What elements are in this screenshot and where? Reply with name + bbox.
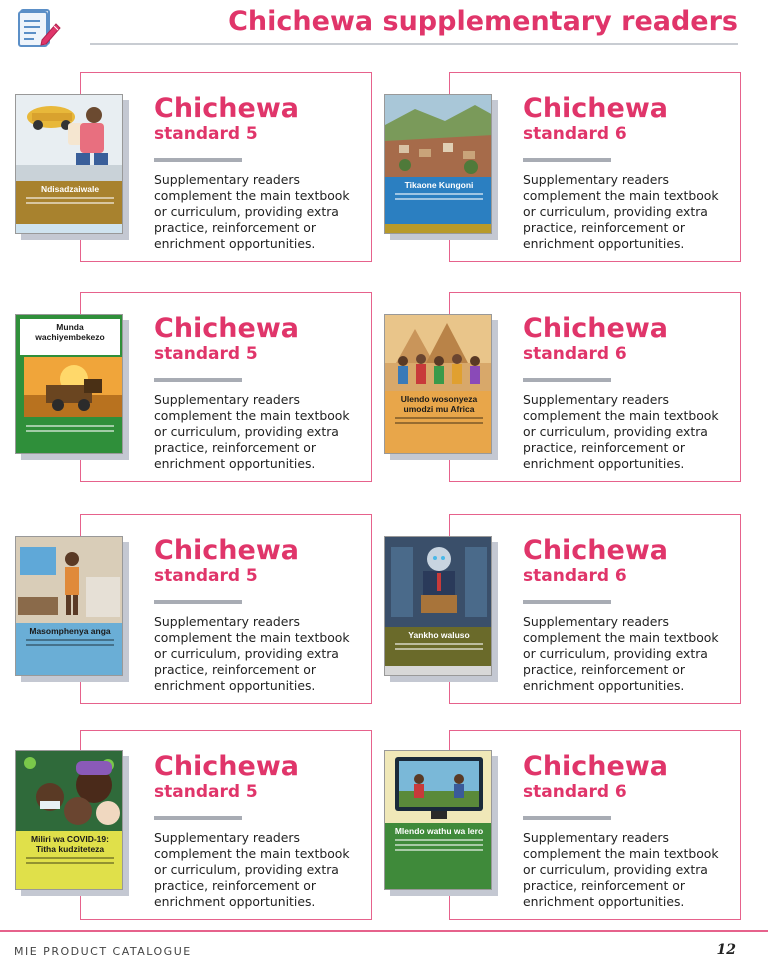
cover-illustration (385, 751, 492, 823)
subject-title: Chichewa (523, 535, 668, 566)
footer-divider (0, 930, 768, 932)
cover-illustration (385, 95, 492, 177)
grade-title: standard 5 (154, 344, 258, 364)
card-text (154, 752, 354, 910)
subject-title: Chichewa (523, 313, 668, 344)
book-cover: Yankho waluso (384, 536, 492, 676)
grade-title: standard 5 (154, 124, 258, 144)
title-divider (154, 378, 242, 382)
card-text (523, 314, 723, 472)
card-description: Supplementary readers complement the main textbook or curriculum, providing extra practice, reinforcement or enrichment opportunities. (154, 614, 350, 693)
book-cover: Mlendo wathu wa lero (384, 750, 492, 890)
book-cover: Ndisadzaiwale (15, 94, 123, 234)
cover-illustration (20, 357, 123, 417)
grade-title: standard 5 (154, 566, 258, 586)
subject-title: Chichewa (154, 751, 299, 782)
subject-title: Chichewa (154, 93, 299, 124)
grade-title: standard 6 (523, 124, 627, 144)
title-divider (523, 378, 611, 382)
subject-title: Chichewa (523, 93, 668, 124)
grade-title: standard 5 (154, 782, 258, 802)
book-cover: Ulendo wosonyeza umodzi mu Africa (384, 314, 492, 454)
card-text (154, 94, 354, 252)
catalogue-label: MIE PRODUCT CATALOGUE (14, 945, 192, 958)
card-description: Supplementary readers complement the main textbook or curriculum, providing extra practice, reinforcement or enrichment opportunities. (154, 392, 350, 471)
cover-illustration (16, 751, 123, 831)
title-divider (523, 600, 611, 604)
book-cover: Tikaone Kungoni (384, 94, 492, 234)
title-divider (523, 816, 611, 820)
card-description: Supplementary readers complement the main textbook or curriculum, providing extra practice, reinforcement or enrichment opportunities. (523, 830, 719, 909)
card-description: Supplementary readers complement the main textbook or curriculum, providing extra practice, reinforcement or enrichment opportunities. (154, 172, 350, 251)
grade-title: standard 6 (523, 344, 627, 364)
subject-title: Chichewa (523, 751, 668, 782)
card-description: Supplementary readers complement the main textbook or curriculum, providing extra practice, reinforcement or enrichment opportunities. (523, 614, 719, 693)
card-description: Supplementary readers complement the main textbook or curriculum, providing extra practice, reinforcement or enrichment opportunities. (154, 830, 350, 909)
card-text (154, 536, 354, 694)
document-edit-icon (18, 8, 62, 48)
book-cover: Miliri wa COVID-19: Titha kudziteteza (15, 750, 123, 890)
title-divider (154, 158, 242, 162)
card-text (523, 536, 723, 694)
cover-illustration (385, 537, 492, 627)
page-title: Chichewa supplementary readers (228, 6, 738, 37)
card-description: Supplementary readers complement the main textbook or curriculum, providing extra practice, reinforcement or enrichment opportunities. (523, 172, 719, 251)
grade-title: standard 6 (523, 566, 627, 586)
subject-title: Chichewa (154, 535, 299, 566)
title-divider (154, 600, 242, 604)
book-cover: Munda wachiyembekezo (15, 314, 123, 454)
card-text (523, 94, 723, 252)
subject-title: Chichewa (154, 313, 299, 344)
cover-illustration (16, 537, 123, 623)
card-text (523, 752, 723, 910)
cover-illustration (16, 95, 123, 181)
cover-illustration (385, 315, 492, 391)
card-description: Supplementary readers complement the main textbook or curriculum, providing extra practice, reinforcement or enrichment opportunities. (523, 392, 719, 471)
book-cover: Masomphenya anga (15, 536, 123, 676)
header-divider (90, 43, 738, 45)
card-text (154, 314, 354, 472)
title-divider (523, 158, 611, 162)
grade-title: standard 6 (523, 782, 627, 802)
title-divider (154, 816, 242, 820)
page-number: 12 (716, 942, 736, 958)
